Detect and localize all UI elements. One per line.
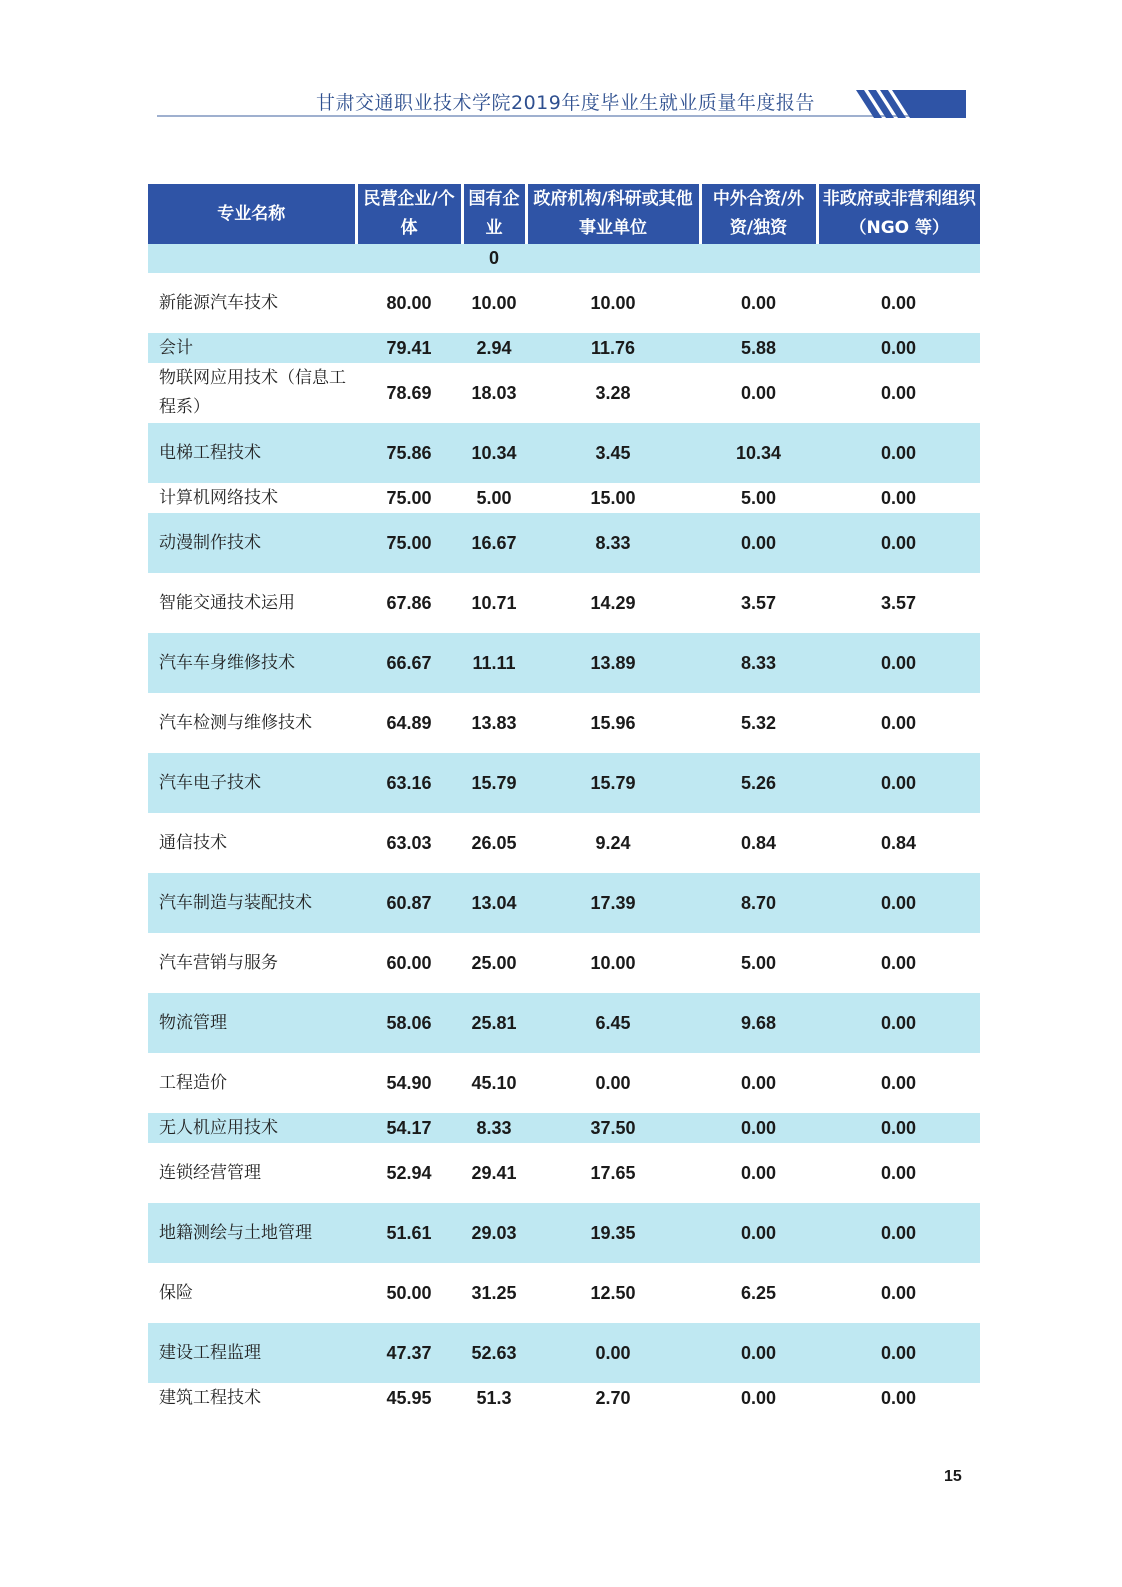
cell-foreign: 5.32 xyxy=(740,712,777,733)
cell-ngo: 0.00 xyxy=(880,952,917,973)
cell-foreign: 0.00 xyxy=(740,1072,777,1093)
table-row xyxy=(148,573,980,633)
cell-ngo: 0.00 xyxy=(880,1162,917,1183)
cell-major-name: 汽车车身维修技术 xyxy=(148,633,356,693)
cell-private: 66.67 xyxy=(356,633,462,693)
table-row xyxy=(148,423,980,483)
cell-private: 67.86 xyxy=(386,592,432,613)
cell-ngo: 0.00 xyxy=(817,993,980,1053)
cell-private: 54.17 xyxy=(356,1113,462,1143)
table-row xyxy=(148,753,980,813)
cell-gov: 10.00 xyxy=(590,292,636,313)
table-row xyxy=(148,273,980,333)
cell-private: 45.95 xyxy=(386,1387,432,1408)
cell-foreign: 3.57 xyxy=(740,592,777,613)
column-header-private: 民营企业/个体 xyxy=(356,184,462,244)
cell-soe: 13.04 xyxy=(462,873,526,933)
continuation-fragment: 0 xyxy=(462,244,526,273)
header-stripes-decoration xyxy=(856,90,966,118)
table-continuation-row xyxy=(148,244,980,273)
cell-gov: 9.24 xyxy=(595,832,631,853)
cell-soe: 11.11 xyxy=(462,633,526,693)
cell-gov: 0.00 xyxy=(595,1072,631,1093)
cell-gov: 17.65 xyxy=(590,1162,636,1183)
cell-major-name: 物流管理 xyxy=(148,993,356,1053)
cell-ngo: 0.00 xyxy=(880,382,917,403)
cell-major-name: 工程造价 xyxy=(159,1072,227,1093)
cell-foreign: 0.00 xyxy=(700,513,817,573)
cell-soe: 8.33 xyxy=(462,1113,526,1143)
cell-gov: 15.00 xyxy=(590,487,636,508)
cell-ngo: 3.57 xyxy=(880,592,917,613)
table-row xyxy=(148,993,980,1053)
table-row xyxy=(148,1143,980,1203)
cell-soe: 16.67 xyxy=(462,513,526,573)
cell-private: 60.87 xyxy=(356,873,462,933)
table-row xyxy=(148,1203,980,1263)
cell-soe: 31.25 xyxy=(471,1282,517,1303)
cell-ngo: 0.00 xyxy=(817,1323,980,1383)
cell-soe: 52.63 xyxy=(462,1323,526,1383)
cell-private: 75.00 xyxy=(356,513,462,573)
cell-soe: 10.34 xyxy=(462,423,526,483)
column-header-foreign: 中外合资/外资/独资 xyxy=(700,184,817,244)
cell-major-name: 智能交通技术运用 xyxy=(159,592,295,613)
cell-ngo: 0.00 xyxy=(880,487,917,508)
cell-ngo: 0.00 xyxy=(817,423,980,483)
cell-gov: 37.50 xyxy=(526,1113,700,1143)
page-number: 15 xyxy=(944,1468,962,1485)
table-row xyxy=(148,813,980,873)
cell-major-name: 会计 xyxy=(148,333,356,363)
cell-gov: 10.00 xyxy=(590,952,636,973)
table-row xyxy=(148,333,980,363)
table-row xyxy=(148,1113,980,1143)
cell-ngo: 0.00 xyxy=(817,513,980,573)
cell-soe: 51.3 xyxy=(476,1387,512,1408)
cell-ngo: 0.00 xyxy=(880,1387,917,1408)
cell-private: 75.86 xyxy=(356,423,462,483)
cell-major-name: 保险 xyxy=(159,1282,193,1303)
cell-soe: 45.10 xyxy=(471,1072,517,1093)
table-row xyxy=(148,483,980,513)
cell-major-name: 计算机网络技术 xyxy=(159,487,278,508)
cell-private: 63.03 xyxy=(386,832,432,853)
cell-foreign: 0.00 xyxy=(740,1162,777,1183)
cell-soe: 18.03 xyxy=(471,382,517,403)
column-header-soe: 国有企业 xyxy=(462,184,526,244)
cell-foreign: 9.68 xyxy=(700,993,817,1053)
cell-ngo: 0.00 xyxy=(880,1072,917,1093)
column-header-major: 专业名称 xyxy=(148,184,356,244)
cell-ngo: 0.84 xyxy=(880,832,917,853)
cell-gov: 19.35 xyxy=(526,1203,700,1263)
cell-gov: 13.89 xyxy=(526,633,700,693)
cell-private: 60.00 xyxy=(386,952,432,973)
column-header-ngo: 非政府或非营利组织（NGO 等） xyxy=(817,184,980,244)
cell-major-name: 动漫制作技术 xyxy=(148,513,356,573)
cell-gov: 2.70 xyxy=(595,1387,631,1408)
table-row xyxy=(148,693,980,753)
cell-foreign: 0.00 xyxy=(700,1323,817,1383)
cell-private: 78.69 xyxy=(386,382,432,403)
cell-private: 80.00 xyxy=(386,292,432,313)
cell-gov: 8.33 xyxy=(526,513,700,573)
employment-table xyxy=(148,184,980,1413)
table-row xyxy=(148,1383,980,1413)
cell-major-name: 汽车营销与服务 xyxy=(159,952,278,973)
table-row xyxy=(148,1323,980,1383)
table-row xyxy=(148,933,980,993)
cell-major-name: 无人机应用技术 xyxy=(148,1113,356,1143)
cell-soe: 13.83 xyxy=(471,712,517,733)
cell-gov: 11.76 xyxy=(526,333,700,363)
cell-soe: 10.71 xyxy=(471,592,517,613)
cell-foreign: 5.26 xyxy=(700,753,817,813)
cell-private: 50.00 xyxy=(386,1282,432,1303)
cell-gov: 12.50 xyxy=(590,1282,636,1303)
cell-private: 58.06 xyxy=(356,993,462,1053)
cell-foreign: 0.00 xyxy=(700,1113,817,1143)
cell-foreign: 8.70 xyxy=(700,873,817,933)
header-title: 甘肃交通职业技术学院2019年度毕业生就业质量年度报告 xyxy=(316,92,815,114)
cell-foreign: 0.00 xyxy=(740,292,777,313)
cell-ngo: 0.00 xyxy=(817,753,980,813)
cell-private: 52.94 xyxy=(386,1162,432,1183)
column-header-gov: 政府机构/科研或其他事业单位 xyxy=(526,184,700,244)
cell-major-name: 电梯工程技术 xyxy=(148,423,356,483)
cell-major-name: 连锁经营管理 xyxy=(159,1162,261,1183)
header-rule xyxy=(157,115,965,117)
cell-foreign: 0.84 xyxy=(740,832,777,853)
cell-major-name: 汽车制造与装配技术 xyxy=(148,873,356,933)
table-row xyxy=(148,873,980,933)
cell-gov: 3.45 xyxy=(526,423,700,483)
cell-private: 47.37 xyxy=(356,1323,462,1383)
cell-major-name: 物联网应用技术（信息工程系） xyxy=(159,368,346,417)
cell-private: 63.16 xyxy=(356,753,462,813)
cell-foreign: 0.00 xyxy=(700,1203,817,1263)
cell-major-name: 新能源汽车技术 xyxy=(159,292,278,313)
cell-ngo: 0.00 xyxy=(817,873,980,933)
cell-soe: 2.94 xyxy=(462,333,526,363)
cell-gov: 3.28 xyxy=(595,382,631,403)
cell-major-name: 汽车电子技术 xyxy=(148,753,356,813)
cell-soe: 29.41 xyxy=(471,1162,517,1183)
cell-gov: 15.96 xyxy=(590,712,636,733)
table-row xyxy=(148,513,980,573)
cell-private: 79.41 xyxy=(356,333,462,363)
cell-private: 54.90 xyxy=(386,1072,432,1093)
cell-private: 64.89 xyxy=(386,712,432,733)
table-row xyxy=(148,1263,980,1323)
cell-ngo: 0.00 xyxy=(880,292,917,313)
cell-foreign: 6.25 xyxy=(740,1282,777,1303)
cell-major-name: 地籍测绘与土地管理 xyxy=(148,1203,356,1263)
cell-gov: 14.29 xyxy=(590,592,636,613)
cell-major-name: 汽车检测与维修技术 xyxy=(159,712,312,733)
table-header-row xyxy=(148,184,980,244)
cell-soe: 26.05 xyxy=(471,832,517,853)
cell-soe: 5.00 xyxy=(476,487,512,508)
cell-soe: 25.81 xyxy=(462,993,526,1053)
cell-gov: 6.45 xyxy=(526,993,700,1053)
cell-ngo: 0.00 xyxy=(880,712,917,733)
cell-foreign: 0.00 xyxy=(740,382,777,403)
table-row xyxy=(148,1053,980,1113)
cell-soe: 10.00 xyxy=(471,292,517,313)
cell-ngo: 0.00 xyxy=(817,1113,980,1143)
cell-foreign: 5.88 xyxy=(700,333,817,363)
table-row xyxy=(148,363,980,423)
cell-ngo: 0.00 xyxy=(817,1203,980,1263)
cell-foreign: 8.33 xyxy=(700,633,817,693)
cell-major-name: 建筑工程技术 xyxy=(159,1387,261,1408)
table-row xyxy=(148,633,980,693)
cell-foreign: 5.00 xyxy=(740,487,777,508)
cell-private: 75.00 xyxy=(386,487,432,508)
cell-ngo: 0.00 xyxy=(817,633,980,693)
cell-major-name: 建设工程监理 xyxy=(148,1323,356,1383)
cell-major-name: 通信技术 xyxy=(159,832,227,853)
cell-ngo: 0.00 xyxy=(880,1282,917,1303)
cell-soe: 25.00 xyxy=(471,952,517,973)
cell-gov: 0.00 xyxy=(526,1323,700,1383)
cell-soe: 29.03 xyxy=(462,1203,526,1263)
cell-foreign: 0.00 xyxy=(740,1387,777,1408)
cell-soe: 15.79 xyxy=(462,753,526,813)
cell-foreign: 10.34 xyxy=(700,423,817,483)
cell-foreign: 5.00 xyxy=(740,952,777,973)
cell-gov: 17.39 xyxy=(526,873,700,933)
cell-gov: 15.79 xyxy=(526,753,700,813)
cell-private: 51.61 xyxy=(356,1203,462,1263)
cell-ngo: 0.00 xyxy=(817,333,980,363)
